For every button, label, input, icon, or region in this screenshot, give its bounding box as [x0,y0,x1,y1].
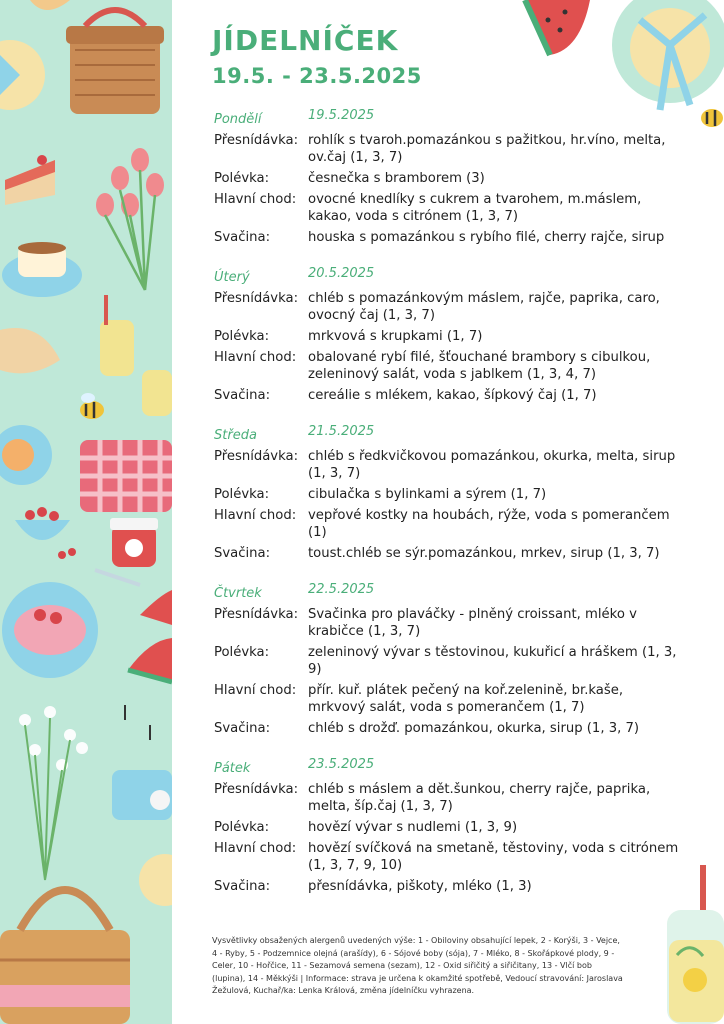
meal-text: zeleninový vývar s těstovinou, kukuřicí a hráškem (1, 3, 9) [308,645,677,677]
day-header [214,757,684,777]
meal-row [214,878,684,895]
meal-row [214,682,684,716]
page-title: JÍDELNÍČEK [212,24,399,57]
meal-label: Hlavní chod: [214,508,297,523]
day-header [214,582,684,602]
meal-row [214,448,684,482]
meal-label: Hlavní chod: [214,841,297,856]
meal-text: rohlík s tvaroh.pomazánkou s pažitkou, hr.víno, melta, ov.čaj (1, 3, 7) [308,133,666,165]
day-header [214,266,684,286]
picnic-illustrations [0,0,172,1024]
day-header [214,424,684,444]
meal-text: cereálie s mlékem, kakao, šípkový čaj (1, 7) [308,388,597,403]
day-header [214,108,684,128]
meal-text: přír. kuř. plátek pečený na koř.zelenině, br.kaše, mrkvový salát, voda s pomerančem (1, 7) [308,683,624,715]
day-name: Čtvrtek [214,586,262,601]
day-date: 19.5.2025 [308,108,375,123]
meal-text: Svačinka pro plaváčky - plněný croissant, mléko v krabičce (1, 3, 7) [308,607,637,639]
day-name: Pátek [214,761,251,776]
meal-label: Polévka: [214,487,270,502]
day-date: 21.5.2025 [308,424,375,439]
meal-text: cibulačka s bylinkami a sýrem (1, 7) [308,487,547,502]
day-date: 20.5.2025 [308,266,375,281]
meal-label: Přesnídávka: [214,607,299,622]
meal-label: Hlavní chod: [214,192,297,207]
meal-label: Přesnídávka: [214,782,299,797]
day-name: Pondělí [214,112,262,127]
meal-row [214,229,684,246]
meal-text: přesnídávka, piškoty, mléko (1, 3) [308,879,532,894]
meal-text: chléb s ředkvičkovou pomazánkou, okurka, melta, sirup (1, 3, 7) [308,449,676,481]
meal-row [214,387,684,404]
meal-label: Přesnídávka: [214,133,299,148]
meal-text: vepřové kostky na houbách, rýže, voda s pomerančem (1) [308,508,670,540]
meal-label: Polévka: [214,329,270,344]
meal-row [214,328,684,345]
meal-row [214,349,684,383]
meal-row [214,290,684,324]
day-section-thursday [214,582,684,737]
meal-label: Hlavní chod: [214,683,297,698]
meal-label: Polévka: [214,645,270,660]
meal-text: toust.chléb se sýr.pomazánkou, mrkev, sirup (1, 3, 7) [308,546,660,561]
week-dates: 19.5. - 23.5.2025 [212,64,422,88]
meal-label: Svačina: [214,721,271,736]
meal-row [214,781,684,815]
meal-label: Svačina: [214,388,271,403]
meal-text: chléb s drožď. pomazánkou, okurka, sirup (1, 3, 7) [308,721,640,736]
meal-text: ovocné knedlíky s cukrem a tvarohem, m.máslem, kakao, voda s citrónem (1, 3, 7) [308,192,642,224]
decorative-sidebar [0,0,172,1024]
meal-row [214,486,684,503]
meal-text: mrkvová s krupkami (1, 7) [308,329,483,344]
day-section-monday [214,108,684,246]
meal-text: hovězí svíčková na smetaně, těstoviny, voda s citrónem (1, 3, 7, 9, 10) [308,841,679,873]
meal-row [214,606,684,640]
meal-row [214,507,684,541]
meal-label: Přesnídávka: [214,449,299,464]
meal-row [214,840,684,874]
day-name: Středa [214,428,257,443]
meal-text: chléb s máslem a dět.šunkou, cherry rajče, paprika, melta, šíp.čaj (1, 3, 7) [308,782,651,814]
meal-text: česnečka s bramborem (3) [308,171,485,186]
day-name: Úterý [214,270,250,285]
meal-label: Polévka: [214,171,270,186]
day-date: 22.5.2025 [308,582,375,597]
meal-row [214,191,684,225]
meal-text: chléb s pomazánkovým máslem, rajče, paprika, caro, ovocný čaj (1, 3, 7) [308,291,660,323]
meal-label: Polévka: [214,820,270,835]
meal-label: Přesnídávka: [214,291,299,306]
meal-row [214,644,684,678]
meal-label: Svačina: [214,230,271,245]
meal-row [214,545,684,562]
meal-text: obalované rybí filé, šťouchané brambory s cibulkou, zeleninový salát, voda s jablkem (1, 3, 4, 7) [308,350,651,382]
meal-text: hovězí vývar s nudlemi (1, 3, 9) [308,820,518,835]
day-date: 23.5.2025 [308,757,375,772]
meal-row [214,720,684,737]
meal-label: Hlavní chod: [214,350,297,365]
meal-label: Svačina: [214,879,271,894]
meal-text: houska s pomazánkou s rybího filé, cherry rajče, sirup [308,230,665,245]
meal-row [214,819,684,836]
meal-row [214,170,684,187]
day-section-wednesday [214,424,684,562]
day-section-friday [214,757,684,895]
allergen-footnote: Vysvětlivky obsažených alergenů uvedených výše: 1 - Obiloviny obsahující lepek, 2 - Korýši, 3 - Vejce, 4 - Ryby, 5 - Podzemnice olejná (arašídy), 6 - Sójové boby (sója), 7 - Mléko, 8 - Skořápkové plody, 9 - Celer, 10 - Hořčice, 11 - Sezamová semena (sezam), 12 - Oxid siřičitý a siřičitany, 13 - Vlčí bob (lupina), 14 - Měkkýši | Informace: strava je určena k okamžité spotřebě, Vedoucí stravování: Jaroslava Žežulová, Kuchař/ka: Lenka Králová, změna jídelníčku vyhrazena. [212,936,623,996]
meal-row [214,132,684,166]
day-section-tuesday [214,266,684,404]
meal-label: Svačina: [214,546,271,561]
